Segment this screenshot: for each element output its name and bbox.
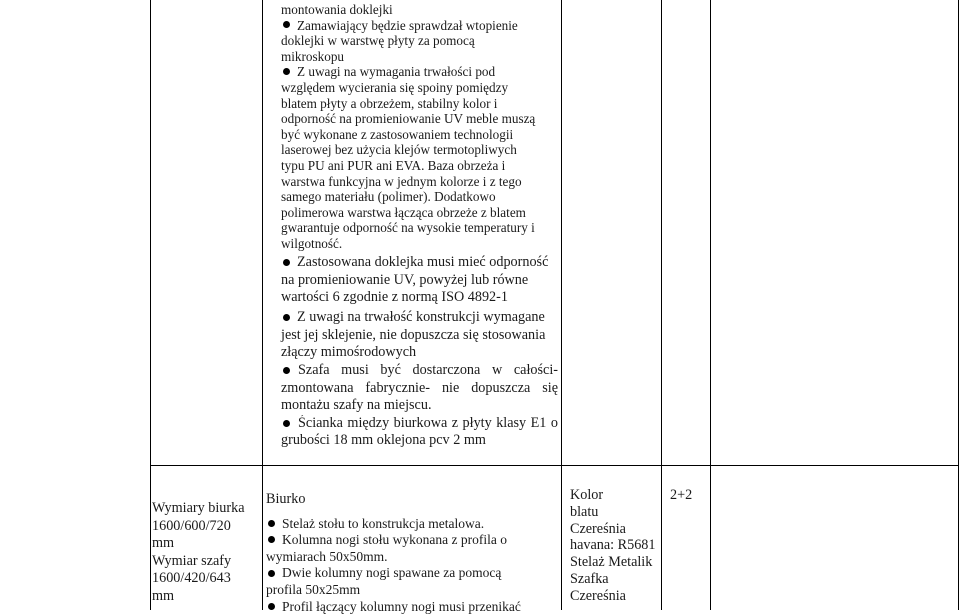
spec-text-line: zmontowana fabrycznie- nie dopuszcza się	[281, 379, 558, 396]
spec-bullet-item: Z uwagi na wymagania trwałości pod	[281, 64, 558, 80]
spec-text-line: mikroskopu	[281, 48, 345, 64]
spec-bullet-item	[281, 362, 558, 380]
dimensions-line: 1600/420/643	[152, 570, 231, 587]
color-line: Szafka	[570, 570, 609, 587]
spec-bullet-item: Z uwagi na trwałość konstrukcji wymagane	[281, 309, 558, 327]
bullet-icon	[283, 420, 290, 427]
color-cell	[570, 487, 670, 605]
spec-text-line: wartości 6 zgodnie z normą ISO 4892-1	[281, 289, 508, 306]
table-border-col5	[710, 0, 711, 610]
quantity-cell: 2+2	[670, 487, 693, 503]
spec-text-line: polimerowa warstwa łącząca obrzeże z blatem	[281, 204, 526, 220]
dimensions-line: mm	[152, 535, 175, 552]
spec-text-line: warstwa funkcyjna w jednym kolorze i z tego	[281, 173, 522, 189]
spec-bullet-text: Ścianka między biurkowa z płyty klasy E1 o	[298, 414, 558, 431]
spec-text-line: doklejki w warstwę płyty za pomocą	[281, 33, 475, 49]
dimensions-line: 1600/600/720	[152, 517, 231, 534]
color-line: Stelaż Metalik	[570, 554, 653, 571]
spec-text-line: gwarantuje odporność na wysokie temperatury i	[281, 220, 535, 236]
dimensions-line: Wymiary biurka	[152, 500, 245, 516]
spec-text-line: względem wycierania się spoiny pomiędzy	[281, 79, 509, 95]
spec-text-line: złączy mimośrodowych	[281, 344, 417, 361]
spec-text-line: jest jej sklejenie, nie dopuszcza się stosowania	[281, 326, 546, 343]
color-line: blatu	[570, 503, 599, 520]
description-cell	[266, 491, 556, 615]
color-line: Kolor	[570, 487, 604, 503]
color-line: Czereśnia	[570, 587, 626, 604]
spec-text-line: montażu szafy na miejscu.	[281, 397, 432, 414]
description-text-line: wymiarach 50x50mm.	[266, 548, 388, 564]
table-row-divider	[150, 465, 959, 466]
dimensions-cell	[152, 500, 258, 606]
spec-text-line: samego materiału (polimer). Dodatkowo	[281, 189, 496, 205]
table-border-col2	[262, 0, 263, 610]
spec-text-line: laserowej bez użycia klejów termotopliwych	[281, 142, 517, 158]
table-border-right	[958, 0, 959, 610]
spec-bullet-item: Zastosowana doklejka musi mieć odporność	[281, 254, 558, 272]
description-bullet-item: Dwie kolumny nogi spawane za pomocą	[266, 565, 556, 582]
dimensions-line: Wymiar szafy	[152, 552, 232, 569]
spec-text-line: montowania doklejki	[281, 2, 393, 17]
spec-text-line: być wykonane z zastosowaniem technologii	[281, 126, 514, 142]
description-title: Biurko	[266, 491, 306, 507]
spec-text-line: na promieniowanie UV, powyżej lub równe	[281, 271, 529, 288]
dimensions-line: mm	[152, 587, 175, 604]
spec-text-line: blatem płyty a obrzeżem, stabilny kolor i	[281, 95, 498, 111]
description-bullet-item: Profil łączący kolumny nogi musi przenikać	[266, 599, 556, 615]
spec-cell	[281, 2, 558, 450]
spec-bullet-text: Szafa musi być dostarczona w całości-	[298, 362, 558, 379]
spec-bullet-item	[281, 415, 558, 433]
spec-text-line: odporność na promieniowanie UV meble muszą	[281, 111, 536, 127]
spec-text-line: wilgotność.	[281, 235, 343, 251]
spec-bullet-item: Zamawiający będzie sprawdzał wtopienie	[281, 18, 558, 34]
spec-text-line: typu PU ani PUR ani EVA. Baza obrzeża i	[281, 157, 506, 173]
spec-text-line: grubości 18 mm oklejona pcv 2 mm	[281, 432, 486, 449]
description-bullet-item: Stelaż stołu to konstrukcja metalowa.	[266, 516, 556, 533]
description-bullet-item: Kolumna nogi stołu wykonana z profila o	[266, 532, 556, 549]
table-border-left	[150, 0, 151, 610]
color-line: havana: R5681	[570, 537, 656, 554]
description-text-line: profila 50x25mm	[266, 581, 361, 597]
bullet-icon	[283, 367, 290, 374]
table-border-col3	[561, 0, 562, 610]
color-line: Czereśnia	[570, 520, 626, 537]
